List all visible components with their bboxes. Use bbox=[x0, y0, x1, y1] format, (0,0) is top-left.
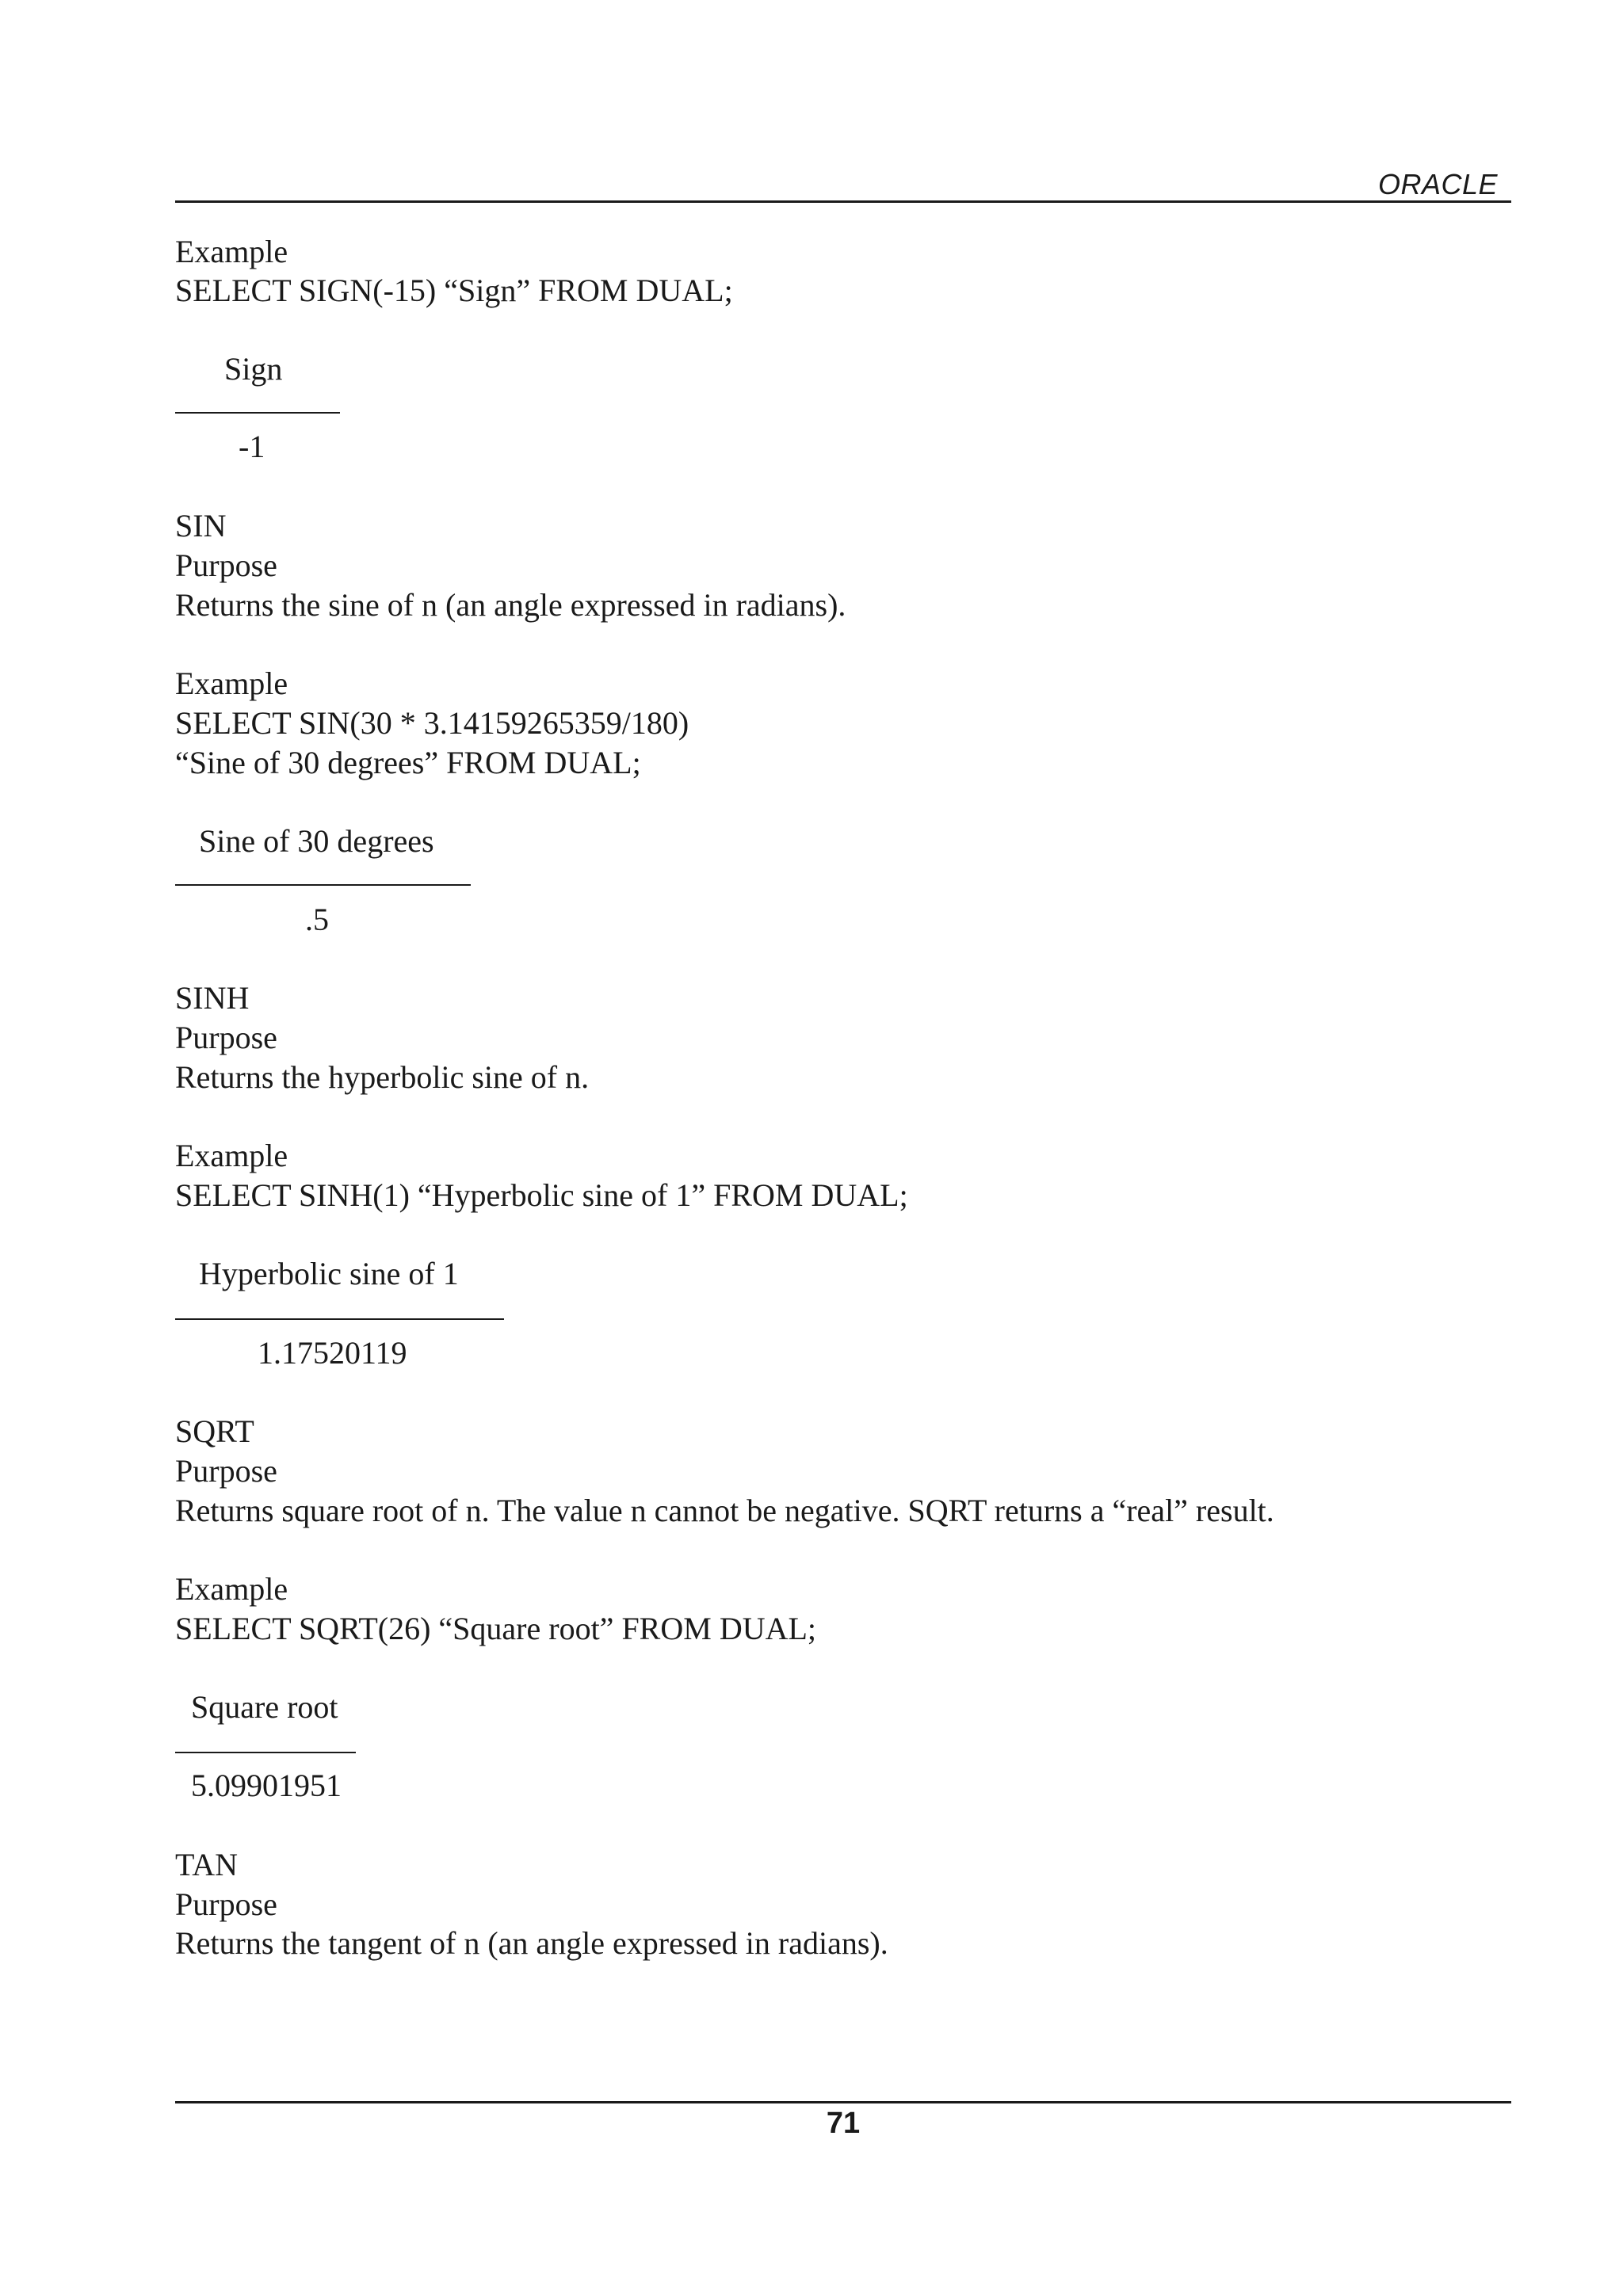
result-value: -1 bbox=[239, 429, 265, 464]
result-value: 1.17520119 bbox=[258, 1335, 407, 1371]
purpose-label: Purpose bbox=[175, 547, 277, 583]
purpose-text: Returns the hyperbolic sine of n. bbox=[175, 1059, 590, 1095]
sql-query: SELECT SIN(30 * 3.14159265359/180) bbox=[175, 705, 689, 741]
purpose-label: Purpose bbox=[175, 1453, 277, 1489]
function-name: SINH bbox=[175, 980, 250, 1016]
function-name: TAN bbox=[175, 1847, 239, 1882]
example-label: Example bbox=[175, 1138, 288, 1173]
purpose-label: Purpose bbox=[175, 1886, 277, 1922]
result-underline bbox=[175, 884, 471, 886]
running-header: ORACLE bbox=[1377, 168, 1498, 200]
result-column-heading: Sign bbox=[224, 351, 283, 387]
function-name: SIN bbox=[175, 508, 227, 543]
result-column-heading: Sine of 30 degrees bbox=[199, 823, 434, 859]
purpose-text: Returns square root of n. The value n cannot be negative. SQRT returns a “real” result. bbox=[175, 1493, 1274, 1528]
result-value: 5.09901951 bbox=[191, 1768, 342, 1803]
sql-query: SELECT SINH(1) “Hyperbolic sine of 1” FROM DUAL; bbox=[175, 1177, 908, 1213]
example-label: Example bbox=[175, 1571, 288, 1607]
sql-query: SELECT SIGN(-15) “Sign” FROM DUAL; bbox=[175, 273, 733, 308]
result-column-heading: Square root bbox=[191, 1689, 338, 1725]
result-underline bbox=[175, 1752, 356, 1753]
sql-query-continued: “Sine of 30 degrees” FROM DUAL; bbox=[175, 745, 641, 780]
function-name: SQRT bbox=[175, 1413, 254, 1449]
sql-query: SELECT SQRT(26) “Square root” FROM DUAL; bbox=[175, 1611, 817, 1646]
purpose-text: Returns the tangent of n (an angle expressed in radians). bbox=[175, 1925, 888, 1961]
purpose-label: Purpose bbox=[175, 1020, 277, 1055]
example-label: Example bbox=[175, 666, 288, 701]
result-column-heading: Hyperbolic sine of 1 bbox=[199, 1256, 459, 1291]
example-label: Example bbox=[175, 234, 288, 269]
result-underline bbox=[175, 1318, 504, 1320]
result-underline bbox=[175, 412, 340, 414]
footer-rule bbox=[175, 2101, 1511, 2103]
page-number: 71 bbox=[826, 2107, 861, 2140]
result-value: .5 bbox=[305, 902, 329, 937]
header-rule bbox=[175, 200, 1511, 203]
purpose-text: Returns the sine of n (an angle expressed in radians). bbox=[175, 587, 846, 623]
